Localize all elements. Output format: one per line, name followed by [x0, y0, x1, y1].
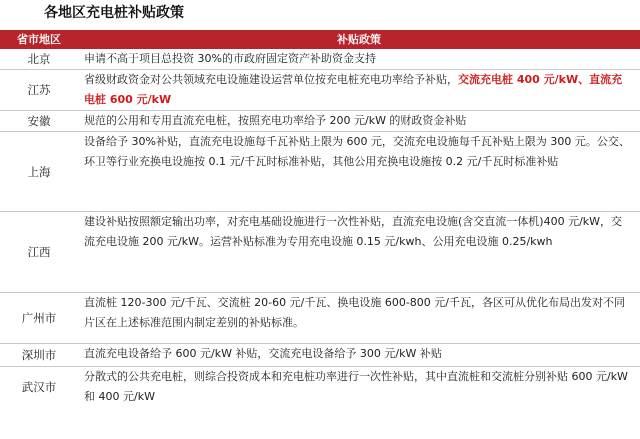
policy-cell [84, 212, 632, 251]
policy-text: 直流充电设备给予 600 元/kW 补贴，交流充电设备给予 300 元/kW 补贴 [84, 347, 442, 360]
region-cell: 江西 [27, 245, 51, 259]
policy-cell [84, 293, 632, 332]
policy-cell [84, 132, 632, 171]
policy-text: 设备给予 30%补贴，直流充电设施每千瓦补贴上限为 600 元，交流充电设施每千瓦补贴上限为 300 元。公交、环卫等行业充换电设施按 0.1 元/千瓦时标准补贴，其他公用充换电设施按 0.2 元/千瓦时标准补贴 [84, 135, 630, 168]
policy-cell [84, 111, 632, 131]
policy-cell [84, 367, 632, 406]
region-cell: 安徽 [27, 114, 51, 128]
policy-text: 省级财政资金对公共领域充电设施建设运营单位按充电桩充电功率给予补贴， [84, 73, 458, 86]
region-cell: 广州市 [21, 311, 57, 325]
table-row [0, 293, 640, 344]
region-cell: 上海 [27, 164, 51, 179]
table-row [0, 344, 640, 367]
table-row [0, 49, 640, 70]
policy-highlight: 交流充电桩 400 元/kW、直流充电桩 600 元/kW [84, 73, 623, 106]
policy-text: 建设补贴按照额定输出功率，对充电基础设施进行一次性补贴，直流充电设施(含交直流一体机)400 元/kW，交流充电设施 200 元/kW。运营补贴标准为专用充电设施 0.15 元/kwh、公用充电设施 0.25/kwh [84, 215, 623, 248]
table-row [0, 367, 640, 407]
policy-cell [84, 70, 632, 109]
policy-text: 分散式的公共充电桩，则综合投资成本和充电桩功率进行一次性补贴，其中直流桩和交流桩分别补贴 600 元/kW 和 400 元/kW [84, 370, 628, 403]
policy-text: 规范的公用和专用直流充电桩，按照充电功率给予 200 元/kW 的财政资金补贴 [84, 114, 467, 127]
header-region: 省市地区 [17, 33, 61, 46]
table-row [0, 212, 640, 293]
region-cell: 深圳市 [21, 348, 57, 362]
region-cell: 武汉市 [21, 380, 57, 394]
policy-cell [84, 49, 632, 69]
page-title: 各地区充电桩补贴政策 [44, 5, 184, 21]
table-row [0, 70, 640, 111]
region-cell: 北京 [27, 52, 51, 66]
policy-text: 申请不高于项目总投资 30%的市政府固定资产补助资金支持 [84, 52, 376, 65]
table-row [0, 132, 640, 212]
policy-cell [84, 344, 632, 364]
policy-table [0, 49, 640, 407]
region-cell: 江苏 [27, 83, 51, 97]
header-policy: 补贴政策 [337, 33, 381, 46]
table-row [0, 111, 640, 132]
table-header [0, 30, 640, 49]
policy-text: 直流桩 120-300 元/千瓦、交流桩 20-60 元/千瓦、换电设施 600-800 元/千瓦，各区可从优化布局出发对不同片区在上述标准范围内制定差别的补贴标准。 [84, 296, 625, 329]
